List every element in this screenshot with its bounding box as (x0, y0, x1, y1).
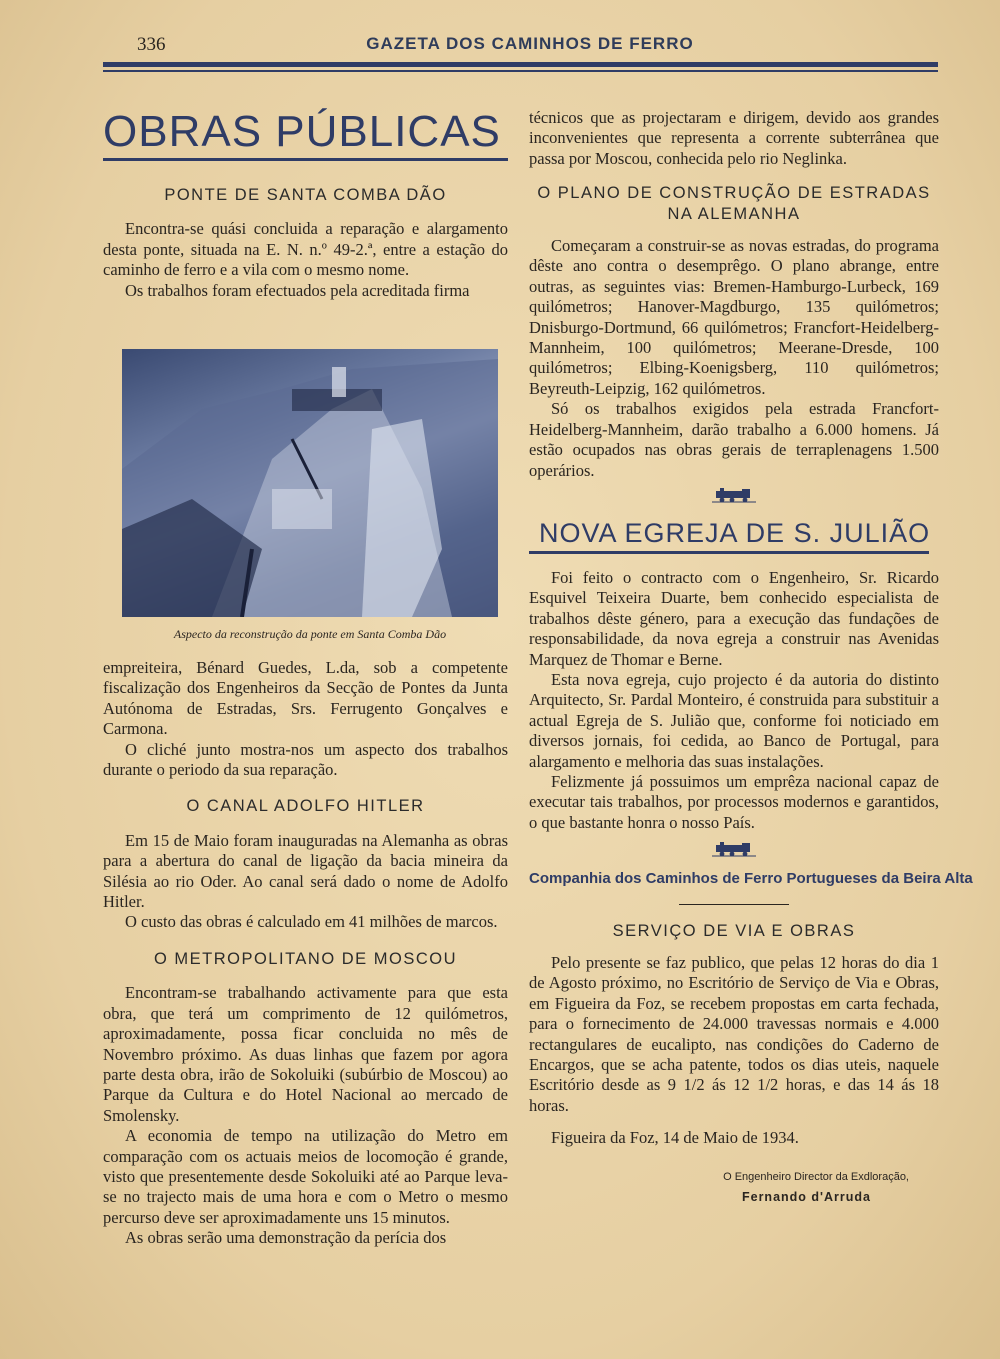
paragraph: técnicos que as projectaram e dirigem, devido aos grandes inconvenientes que representa a corrente subterrânea que passa por Moscou, conhecida pelo rio Neglinka. (529, 108, 939, 168)
left-column-bottom (103, 658, 508, 1249)
signature-title: O Engenheiro Director da Exdloração, (723, 1170, 909, 1183)
photo-caption: Aspecto da reconstrução da ponte em Santa Comba Dão (173, 627, 447, 641)
paragraph: O custo das obras é calculado em 41 milhões de marcos. (125, 912, 498, 932)
paragraph: Encontra-se quási concluida a reparação e alargamento desta ponte, situada na E. N. n.º 49-2.ª, entre a estação do caminho de ferro e a vila com o mesmo nome. (103, 219, 508, 280)
header-rule-thick (103, 62, 938, 67)
church-title: NOVA EGREJA DE S. JULIÃO (539, 517, 931, 548)
header-rule-thin (103, 70, 938, 72)
section-head-ponte: PONTE DE SANTA COMBA DÃO (164, 186, 447, 204)
section-head-estradas-b: NA ALEMANHA (667, 204, 801, 223)
main-title: OBRAS PÚBLICAS (103, 107, 501, 156)
paragraph: Os trabalhos foram efectuados pela acreditada firma (125, 280, 470, 300)
paragraph: A economia de tempo na utilização do Metro em comparação com os actuais meios de locomoção é grande, visto que presentemente desde Sokoluiki até ao Parque leva-se no trajecto mais de uma hora e com o Metro o mesmo percurso deve ser aproximadamente uns 15 minutos. (103, 1126, 508, 1227)
section-head-canal: O CANAL ADOLFO HITLER (186, 797, 425, 816)
signature-name: Fernando d'Arruda (741, 1190, 871, 1205)
train-ornament-icon (712, 487, 756, 503)
paragraph: empreiteira, Bénard Guedes, L.da, sob a competente fiscalização dos Engenheiros da Secção de Pontes da Junta Autónoma de Estradas, Srs. Ferrugento Gonçalves e Carmona. (103, 658, 508, 739)
company-name: Companhia dos Caminhos de Ferro Portugueses da Beira Alta (529, 870, 973, 888)
section-head-servico: SERVIÇO DE VIA E OBRAS (612, 921, 856, 940)
paragraph: Pelo presente se faz publico, que pelas 12 horas do dia 1 de Agosto próximo, no Escritório de Serviço de Via e Obras, em Figueira da Foz, se recebem propostas em carta fechada, para o fornecimento de 24.000 travessas normais e 4.000 rectangulares de eucalipto, nas condições do Caderno de Encargos, que se acha patente, todos os dias uteis, naquele Escritório desde as 9 1/2 ás 12 1/2 horas, e das 14 ás 18 horas. (529, 953, 939, 1115)
bridge-reconstruction-photo (122, 349, 498, 617)
paragraph: Em 15 de Maio foram inauguradas na Alemanha as obras para a abertura do canal de ligação da bacia mineira da Silésia ao rio Oder. Ao canal será dado o nome de Adolfo Hitler. (103, 830, 508, 912)
paragraph: Foi feito o contracto com o Engenheiro, Sr. Ricardo Esquivel Teixeira Duarte, bem conhecido especialista de trabalhos dêste género, para a execução das fundações de responsabilidade, da nova egreja a construir nas Avenidas Marquez de Thomar e Berne. (529, 567, 939, 669)
notice-date: Figueira da Foz, 14 de Maio de 1934. (551, 1128, 799, 1148)
paragraph: Felizmente já possuimos um emprêza nacional capaz de executar tais trabalhos, por processos modernos e garantidos, o que bastante honra o nosso País. (529, 771, 939, 832)
left-column-top (103, 108, 508, 301)
train-ornament-icon (712, 841, 756, 857)
paragraph: Começaram a construir-se as novas estradas, do programa dêste ano contra o desemprêgo. O plano abrange, entre outras, as seguintes vias: Bremen-Hamburgo-Lurbeck, 169 quilómetros; Hanover-Magdburgo, 135 quilómetros; Dnisburgo-Dortmund, 66 quilómetros; Francfort-Heidelberg-Mannheim, 100 quilómetros; Meerane-Dresde, 100 quilómetros; Elbing-Koenigsberg, 110 quilómetros; Beyreuth-Leipzig, 162 quilómetros. (529, 236, 939, 398)
page-number: 336 (137, 34, 166, 55)
running-title: GAZETA DOS CAMINHOS DE FERRO (366, 34, 694, 53)
paragraph: As obras serão uma demonstração da perícia dos (125, 1228, 447, 1248)
paragraph: Encontram-se trabalhando activamente para que esta obra, que terá um comprimento de 12 quilómetros, aproximadamente, possa ficar concluida no mês de Novembro próximo. As duas linhas que fazem por agora parte desta obra, irão de Sokoluiki (subúrbio de Moscou) ao Parque da Cultura e do Hotel Nacional ao mercado de Smolensky. (103, 983, 508, 1125)
paragraph: Esta nova egreja, cujo projecto é da autoria do distinto Arquitecto, Sr. Pardal Monteiro, é construida para substituir a actual Egreja de S. Julião que, conforme foi noticiado em diversos jornais, foi cedida, ao Banco de Portugal, para alargamento e melhoria das suas instalações. (529, 669, 939, 771)
paragraph: O cliché junto mostra-nos um aspecto dos trabalhos durante o periodo da sua reparação. (103, 739, 508, 780)
section-head-estradas-a: O PLANO DE CONSTRUÇÃO DE ESTRADAS (537, 184, 931, 203)
paragraph: Só os trabalhos exigidos pela estrada Francfort-Heidelberg-Mannheim, darão trabalho a 6.000 homens. Já estão ocupados nas obras gerais de terraplenagens 1.500 operários. (529, 399, 939, 480)
section-head-metro: O METROPOLITANO DE MOSCOU (153, 949, 458, 968)
right-column (529, 108, 973, 1207)
